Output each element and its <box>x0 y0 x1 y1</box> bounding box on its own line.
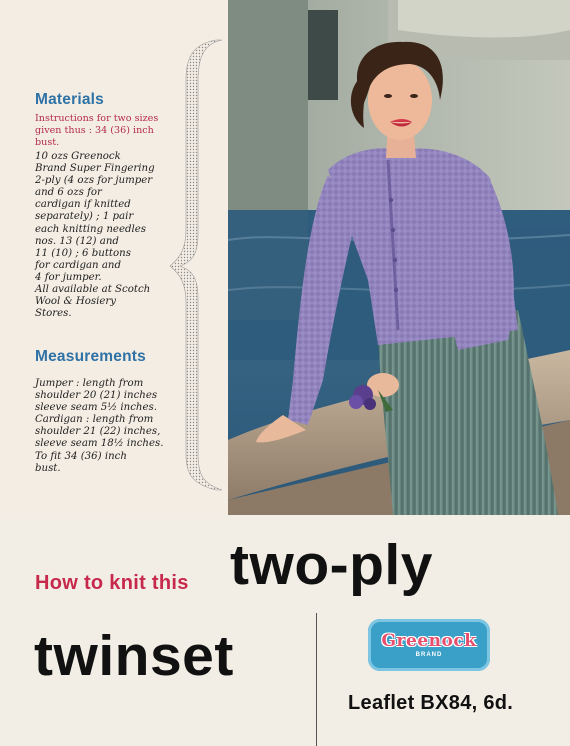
measurements-line: Jumper : length from <box>35 378 144 389</box>
logo-wordmark: Greenock <box>381 631 477 651</box>
materials-line: and 6 ozs for <box>35 187 102 199</box>
materials-line: All available at Scotch <box>35 284 151 296</box>
greenock-logo <box>368 619 490 671</box>
materials-line: nos. 13 (12) and <box>35 235 119 247</box>
materials-line: 11 (10) ; 6 buttons <box>35 247 131 259</box>
measurements-line: shoulder 20 (21) inches <box>35 390 158 402</box>
materials-line: Wool & Hosiery <box>35 296 117 308</box>
title-panel <box>0 515 570 746</box>
measurements-line: To fit 34 (36) inch <box>35 450 127 462</box>
materials-line: separately) ; 1 pair <box>35 211 134 223</box>
materials-line: Stores. <box>35 308 72 320</box>
materials-text <box>35 151 167 320</box>
materials-line: cardigan if knitted <box>35 199 131 211</box>
title-line-2: twinset <box>34 624 234 688</box>
materials-line: Brand Super Fingering <box>35 163 155 175</box>
materials-heading: Materials <box>35 91 104 108</box>
measurements-text <box>35 378 167 475</box>
measurements-line: Cardigan : length from <box>35 414 154 426</box>
measurements-line: sleeve seam 5½ inches. <box>35 402 157 414</box>
materials-line: 4 for jumper. <box>35 271 102 283</box>
measurements-line: sleeve seam 18½ inches. <box>35 438 164 450</box>
logo-subtext: BRAND <box>415 652 443 658</box>
model-photo <box>228 0 570 515</box>
measurements-line: bust. <box>35 462 61 474</box>
materials-line: each knitting needles <box>35 223 147 235</box>
title-line-1: two-ply <box>230 533 433 597</box>
materials-line: 2-ply (4 ozs for jumper <box>35 175 153 187</box>
materials-line: for cardigan and <box>35 259 121 271</box>
divider <box>316 613 317 746</box>
measurements-line: shoulder 21 (22) inches, <box>35 426 161 438</box>
sizes-note: Instructions for two sizes given thus : 34 (36) inch bust. <box>35 113 159 148</box>
leaflet-price: Leaflet BX84, 6d. <box>348 692 514 714</box>
measurements-heading: Measurements <box>35 348 146 365</box>
how-to-subtitle: How to knit this <box>35 572 189 594</box>
decorative-brace <box>168 34 228 494</box>
materials-line: 10 ozs Greenock <box>35 151 121 162</box>
instructions-column <box>0 0 228 515</box>
